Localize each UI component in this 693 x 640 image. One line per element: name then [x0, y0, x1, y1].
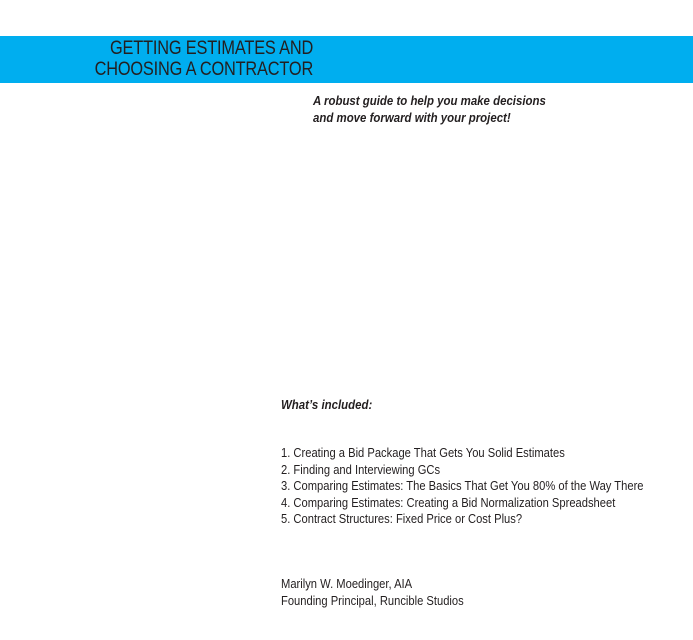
page-title-line-1: GETTING ESTIMATES AND	[109, 38, 313, 59]
contents-list	[281, 445, 644, 528]
author-role: Founding Principal, Runcible Studios	[281, 593, 464, 608]
list-item: 3. Comparing Estimates: The Basics That Get You 80% of the Way There	[281, 478, 644, 494]
author-name: Marilyn W. Moedinger, AIA	[281, 576, 413, 591]
list-item: 4. Comparing Estimates: Creating a Bid Normalization Spreadsheet	[281, 494, 616, 510]
included-heading: What’s included:	[281, 397, 373, 412]
subtitle-line-2: and move forward with your project!	[313, 110, 511, 125]
list-item: 5. Contract Structures: Fixed Price or Cost Plus?	[281, 511, 523, 527]
page-title	[94, 38, 313, 80]
author-block	[281, 575, 464, 609]
list-item: 1. Creating a Bid Package That Gets You Solid Estimates	[281, 445, 565, 460]
list-item: 2. Finding and Interviewing GCs	[281, 461, 441, 477]
page-title-line-2: CHOOSING A CONTRACTOR	[94, 59, 313, 80]
subtitle-line-1: A robust guide to help you make decisions	[313, 93, 546, 108]
subtitle	[313, 92, 546, 126]
